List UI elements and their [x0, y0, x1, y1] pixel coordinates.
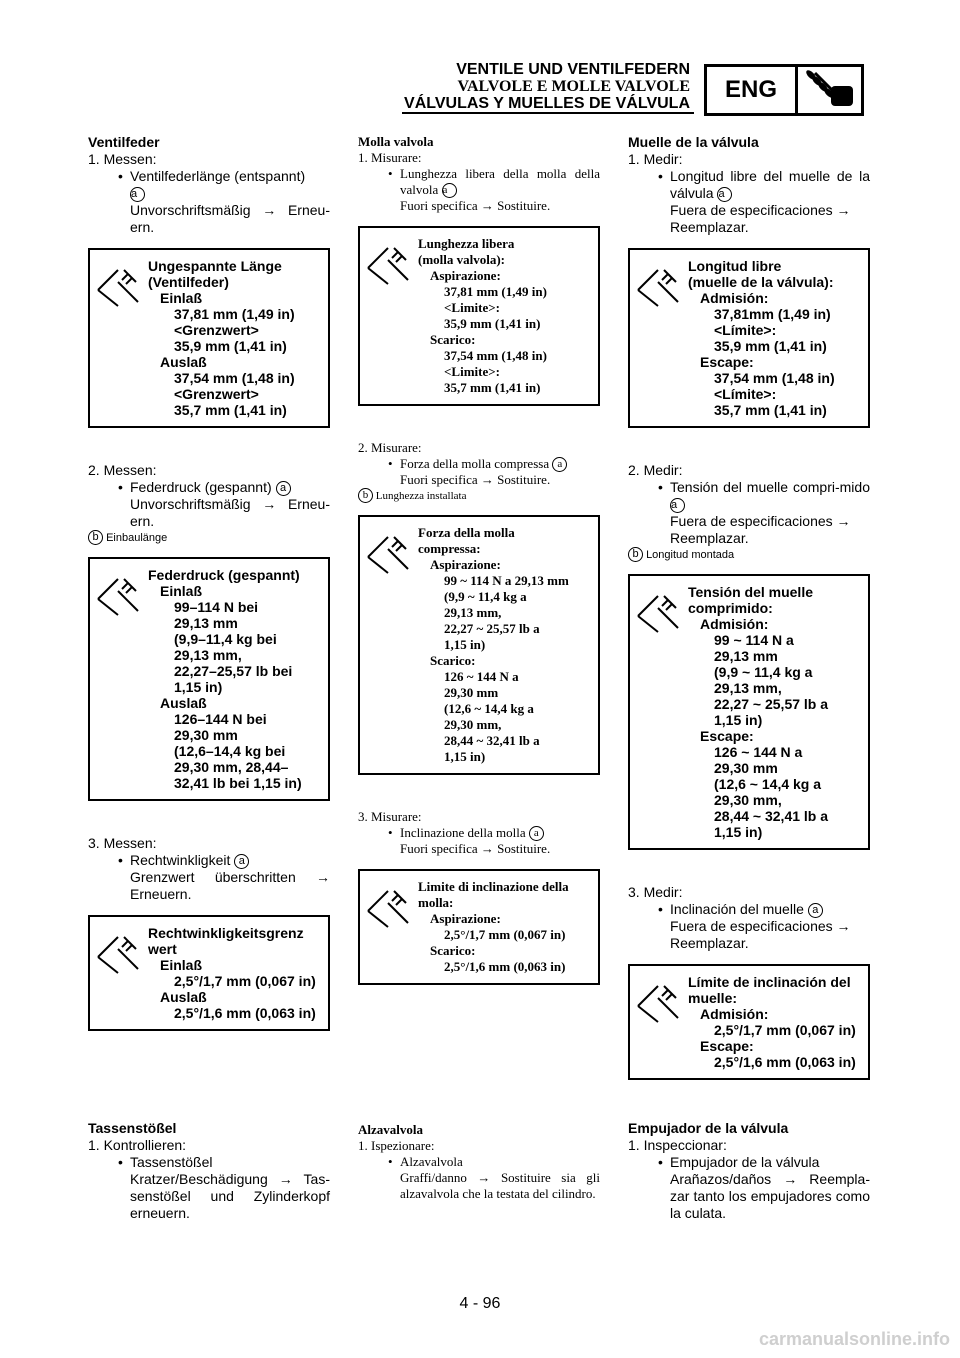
spec-line: Einlaß: [160, 290, 203, 306]
spec-line: 29,13 mm: [174, 615, 238, 631]
spec-line: Forza della molla: [418, 525, 515, 540]
spec-line: 29,30 mm,: [714, 792, 782, 808]
spec-line: 126–144 N bei: [174, 711, 267, 727]
spec-line: 99–114 N bei: [174, 599, 259, 615]
lifter-section-german: [88, 1120, 330, 1222]
spec-line: (12,6–14,4 kg bei: [174, 743, 286, 759]
marker-a: a: [442, 183, 457, 198]
spec-gauge-icon: [96, 577, 140, 617]
marker-a: a: [670, 498, 685, 513]
spec-line: 37,81 mm (1,49 in): [174, 306, 295, 322]
spec-line: wert: [148, 941, 177, 957]
step-verb: Messen:: [103, 151, 157, 167]
spec-gauge-icon: [96, 935, 140, 975]
step-result: Fuori specifica → Sostituire.: [400, 198, 551, 213]
step-result: Unvorschriftsmäßig → Erneu-ern.: [130, 496, 330, 529]
spec-box: [628, 964, 870, 1080]
step-result: Graffi/danno → Sostituire sia gli alzavalvola che la testata del cilindro.: [400, 1170, 600, 1201]
spec-line: Aspirazione:: [430, 268, 501, 283]
spec-line: (9,9 ~ 11,4 kg a: [714, 664, 813, 680]
section-title-it: VALVOLE E MOLLE VALVOLE: [457, 78, 690, 95]
spec-line: 2,5°/1,6 mm (0,063 in): [444, 959, 566, 974]
spec-line: 2,5°/1,7 mm (0,067 in): [714, 1022, 856, 1038]
spec-line: 29,30 mm: [444, 685, 499, 700]
spec-line: Tensión del muelle: [688, 584, 813, 600]
column-german: [88, 0, 330, 1065]
spec-line: Escape:: [700, 1038, 754, 1054]
marker-a: a: [276, 481, 291, 496]
spec-line: 37,54 mm (1,48 in): [444, 348, 547, 363]
section-heading: Molla valvola: [358, 134, 434, 149]
step-item: • Inclinación del muelle a: [628, 901, 870, 918]
section-heading: Ventilfeder: [88, 134, 160, 150]
spec-line: 28,44 ~ 32,41 lb a: [714, 808, 829, 824]
spec-line: 1,15 in): [174, 679, 223, 695]
spec-line: (9,9 ~ 11,4 kg a: [444, 589, 527, 604]
spec-line: Einlaß: [160, 583, 203, 599]
spec-gauge-icon: [366, 889, 410, 929]
spec-line: Admisión:: [700, 1006, 769, 1022]
marker-a: a: [717, 187, 732, 202]
step-1: 1. Ispezionare:: [358, 1138, 435, 1153]
eng-badge-label: ENG: [724, 76, 777, 103]
step-2: 2. Misurare:: [358, 440, 422, 455]
spec-line: 22,27 ~ 25,57 lb a: [444, 621, 540, 636]
page-number: 4 - 96: [459, 1295, 501, 1312]
spec-box: [628, 574, 870, 850]
section-heading: Tassenstößel: [88, 1120, 177, 1136]
step-result: Kratzer/Beschädigung → Tas-senstößel und Zylinderkopf erneuern.: [130, 1171, 330, 1221]
spec-line: (muelle de la válvula):: [688, 274, 834, 290]
spec-line: comprimido:: [688, 600, 773, 616]
step-item: • Tensión del muelle compri-mido a: [628, 479, 870, 513]
section-title-de: VENTILE UND VENTILFEDERN: [456, 61, 690, 78]
section-heading: Alzavalvola: [358, 1122, 423, 1137]
step-result: Unvorschriftsmäßig → Erneu-ern.: [130, 202, 330, 235]
spec-gauge-icon: [366, 246, 410, 286]
spec-line: 28,44 ~ 32,41 lb a: [444, 733, 540, 748]
step-item: • Federdruck (gespannt) a: [88, 479, 330, 496]
column-italian: [358, 0, 600, 1019]
spec-line: Scarico:: [430, 943, 476, 958]
marker-a: a: [808, 903, 823, 918]
marker-a: a: [529, 826, 544, 841]
spec-line: <Límite>:: [714, 322, 777, 338]
spec-line: Limite di inclinazione della: [418, 879, 569, 894]
step-3: 3. Misurare:: [358, 809, 422, 824]
spec-line: 35,7 mm (1,41 in): [444, 380, 541, 395]
spec-line: 1,15 in): [444, 637, 486, 652]
step-item: • Ventilfederlänge (entspannt) a: [88, 168, 330, 202]
spec-line: Escape:: [700, 354, 754, 370]
section-heading: Empujador de la válvula: [628, 1120, 789, 1136]
spec-box: [88, 915, 330, 1031]
spec-line: 29,13 mm,: [444, 605, 502, 620]
spec-line: 37,54 mm (1,48 in): [714, 370, 835, 386]
spec-line: Auslaß: [160, 989, 207, 1005]
spec-line: 2,5°/1,6 mm (0,063 in): [174, 1005, 316, 1021]
note-b: b Longitud montada: [628, 547, 870, 562]
spec-line: Scarico:: [430, 332, 476, 347]
spec-line: 22,27 ~ 25,57 lb a: [714, 696, 829, 712]
spec-line: (12,6 ~ 14,4 kg a: [714, 776, 822, 792]
step-result: Fuera de especificaciones → Reemplazar.: [670, 918, 851, 951]
step-2: 2. Messen:: [88, 462, 157, 478]
spec-line: 1,15 in): [444, 749, 486, 764]
spec-line: 1,15 in): [714, 824, 763, 840]
spec-line: <Limite>:: [444, 300, 500, 315]
step-item: • Lunghezza libera della molla della valvola a: [358, 166, 600, 198]
marker-b: b: [628, 547, 643, 562]
spec-line: (molla valvola):: [418, 252, 506, 267]
spec-box: [88, 248, 330, 428]
marker-a: a: [234, 854, 249, 869]
spec-box: [88, 557, 330, 801]
spec-line: Aspirazione:: [430, 911, 501, 926]
lifter-section-italian: [358, 1122, 600, 1202]
spec-box: [358, 869, 600, 985]
marker-b: b: [88, 530, 103, 545]
step-item: • Alzavalvola: [358, 1154, 600, 1170]
spec-gauge-icon: [636, 594, 680, 634]
spec-line: Admisión:: [700, 616, 769, 632]
spec-box: [628, 248, 870, 428]
spec-line: 29,30 mm: [174, 727, 238, 743]
spec-line: Auslaß: [160, 695, 207, 711]
marker-a: a: [130, 187, 145, 202]
spec-gauge-icon: [636, 984, 680, 1024]
step-1: 1. Medir:: [628, 151, 683, 167]
spec-line: 126 ~ 144 N a: [444, 669, 519, 684]
spec-line: <Grenzwert>: [174, 386, 259, 402]
spec-line: 29,13 mm,: [714, 680, 782, 696]
spec-line: 1,15 in): [714, 712, 763, 728]
spec-line: 35,9 mm (1,41 in): [444, 316, 541, 331]
step-3: 3. Messen:: [88, 835, 157, 851]
marker-a: a: [552, 457, 567, 472]
section-heading: Muelle de la válvula: [628, 134, 759, 150]
spec-line: <Limite>:: [444, 364, 500, 379]
spec-line: compressa:: [418, 541, 481, 556]
step-item: • Longitud libre del muelle de la válvula a: [628, 168, 870, 202]
column-spanish: [628, 0, 870, 1114]
spec-line: 29,30 mm, 28,44–: [174, 759, 289, 775]
spec-line: 99 ~ 114 N a: [714, 632, 794, 648]
spec-line: 35,7 mm (1,41 in): [174, 402, 287, 418]
step-result: Fuera de especificaciones → Reemplazar.: [670, 513, 851, 546]
spec-line: 2,5°/1,7 mm (0,067 in): [444, 927, 566, 942]
spec-line: 22,27–25,57 lb bei: [174, 663, 293, 679]
spec-line: <Límite>:: [714, 386, 777, 402]
note-b: b Einbaulänge: [88, 530, 330, 545]
step-item: • Forza della molla compressa a: [358, 456, 600, 472]
step-1: 1. Inspeccionar:: [628, 1137, 727, 1153]
spec-line: 32,41 lb bei 1,15 in): [174, 775, 302, 791]
step-result: Grenzwert überschritten → Erneuern.: [130, 869, 330, 902]
step-3: 3. Medir:: [628, 884, 683, 900]
spec-line: 2,5°/1,7 mm (0,067 in): [174, 973, 316, 989]
spec-line: muelle:: [688, 990, 738, 1006]
spec-line: Federdruck (gespannt): [148, 567, 300, 583]
step-result: Fuori specifica → Sostituire.: [400, 472, 551, 487]
spec-line: 37,81mm (1,49 in): [714, 306, 831, 322]
step-1: 1. Kontrollieren:: [88, 1137, 187, 1153]
spec-line: Escape:: [700, 728, 754, 744]
lifter-section-spanish: [628, 1120, 870, 1222]
step-1: 1. Misurare:: [358, 150, 422, 165]
spec-line: Admisión:: [700, 290, 769, 306]
step-1: [88, 151, 330, 168]
spec-line: molla:: [418, 895, 454, 910]
marker-b: b: [358, 488, 373, 503]
spec-gauge-icon: [96, 268, 140, 308]
spec-line: (Ventilfeder): [148, 274, 229, 290]
step-result: Fuera de especificaciones → Reemplazar.: [670, 202, 851, 235]
spec-line: 37,81 mm (1,49 in): [444, 284, 547, 299]
spec-line: Rechtwinkligkeitsgrenz: [148, 925, 304, 941]
step-item: • Empujador de la válvula: [628, 1154, 870, 1171]
step-result: Arañazos/daños → Reempla-zar tanto los empujadores como la culata.: [670, 1171, 870, 1221]
spec-gauge-icon: [366, 535, 410, 575]
spec-line: Longitud libre: [688, 258, 782, 274]
step-item: • Tassenstößel: [88, 1154, 330, 1171]
spec-line: 35,9 mm (1,41 in): [174, 338, 287, 354]
step-result: Fuori specifica → Sostituire.: [400, 841, 551, 856]
spec-gauge-icon: [636, 268, 680, 308]
step-item: • Inclinazione della molla a: [358, 825, 600, 841]
spec-line: (12,6 ~ 14,4 kg a: [444, 701, 534, 716]
spec-line: Ungespannte Länge: [148, 258, 282, 274]
step-item: • Rechtwinkligkeit a: [88, 852, 330, 869]
spec-box: [358, 226, 600, 406]
spec-line: Lunghezza libera: [418, 236, 515, 251]
spec-line: 29,13 mm,: [174, 647, 242, 663]
step-number: 1.: [88, 151, 100, 167]
spec-line: 29,13 mm: [714, 648, 778, 664]
watermark: carmanualsonline.info: [758, 1329, 950, 1349]
spec-line: 126 ~ 144 N a: [714, 744, 803, 760]
spec-line: 2,5°/1,6 mm (0,063 in): [714, 1054, 856, 1070]
step-2: 2. Medir:: [628, 462, 683, 478]
spec-line: 35,9 mm (1,41 in): [714, 338, 827, 354]
spec-line: Scarico:: [430, 653, 476, 668]
spec-line: Aspirazione:: [430, 557, 501, 572]
spec-line: 99 ~ 114 N a 29,13 mm: [444, 573, 569, 588]
note-b: b Lunghezza installata: [358, 488, 600, 503]
spec-box: [358, 515, 600, 775]
spec-line: 29,30 mm,: [444, 717, 502, 732]
spec-line: Auslaß: [160, 354, 207, 370]
spec-line: 35,7 mm (1,41 in): [714, 402, 827, 418]
spec-line: 37,54 mm (1,48 in): [174, 370, 295, 386]
spec-line: Límite de inclinación del: [688, 974, 851, 990]
spec-line: (9,9–11,4 kg bei: [174, 631, 277, 647]
section-title-es: VÁLVULAS Y MUELLES DE VÁLVULA: [404, 95, 690, 112]
spec-line: 29,30 mm: [714, 760, 778, 776]
spec-line: Einlaß: [160, 957, 203, 973]
spec-line: <Grenzwert>: [174, 322, 259, 338]
